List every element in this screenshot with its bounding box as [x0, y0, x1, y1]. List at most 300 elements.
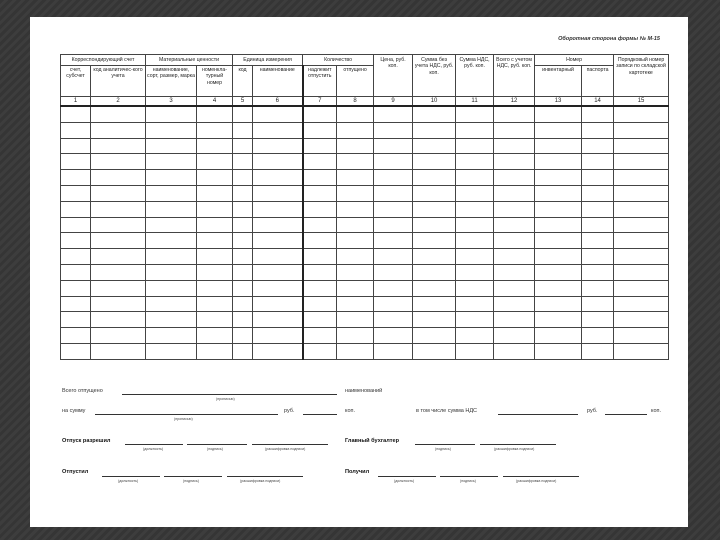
table-cell[interactable]	[91, 296, 146, 312]
table-cell[interactable]	[494, 249, 535, 265]
table-cell[interactable]	[303, 185, 337, 201]
table-cell[interactable]	[494, 312, 535, 328]
table-cell[interactable]	[494, 138, 535, 154]
table-cell[interactable]	[582, 154, 614, 170]
column-numbers-row	[61, 97, 669, 107]
table-cell[interactable]	[337, 328, 374, 344]
table-cell[interactable]	[535, 343, 582, 359]
subheader-analytics-code: код аналитичес-кого учета	[91, 66, 146, 97]
table-cell[interactable]	[61, 343, 91, 359]
table-cell[interactable]	[456, 328, 494, 344]
table-cell[interactable]	[614, 106, 669, 122]
table-cell[interactable]	[535, 154, 582, 170]
table-cell[interactable]	[303, 201, 337, 217]
table-cell[interactable]	[253, 249, 303, 265]
table-row	[61, 185, 669, 201]
table-cell[interactable]	[253, 106, 303, 122]
table-cell[interactable]	[494, 264, 535, 280]
vat-rub-label: руб.	[587, 408, 598, 414]
table-cell[interactable]	[146, 106, 197, 122]
table-cell[interactable]	[582, 106, 614, 122]
table-cell[interactable]	[374, 296, 413, 312]
table-cell[interactable]	[413, 296, 456, 312]
table-cell[interactable]	[582, 312, 614, 328]
table-cell[interactable]	[614, 122, 669, 138]
subheader-to-release: надлежит отпустить	[303, 66, 337, 97]
sum-words-line[interactable]	[95, 414, 278, 415]
table-cell[interactable]	[233, 154, 253, 170]
table-cell[interactable]	[413, 264, 456, 280]
table-cell[interactable]	[303, 122, 337, 138]
table-cell[interactable]	[582, 343, 614, 359]
table-cell[interactable]	[535, 233, 582, 249]
table-cell[interactable]	[374, 217, 413, 233]
column-number: 11	[456, 97, 494, 107]
table-cell[interactable]	[91, 170, 146, 186]
total-released-label: Всего отпущено	[62, 388, 103, 394]
table-cell[interactable]	[337, 249, 374, 265]
table-cell[interactable]	[233, 106, 253, 122]
column-number: 6	[253, 97, 303, 107]
table-row	[61, 154, 669, 170]
table-cell[interactable]	[233, 138, 253, 154]
table-cell[interactable]	[303, 280, 337, 296]
table-cell[interactable]	[413, 249, 456, 265]
table-cell[interactable]	[494, 185, 535, 201]
table-cell[interactable]	[456, 312, 494, 328]
table-cell[interactable]	[146, 170, 197, 186]
table-cell[interactable]	[582, 233, 614, 249]
column-number: 10	[413, 97, 456, 107]
table-cell[interactable]	[535, 201, 582, 217]
table-cell[interactable]	[614, 154, 669, 170]
table-cell[interactable]	[197, 170, 233, 186]
table-cell[interactable]	[582, 280, 614, 296]
table-cell[interactable]	[582, 185, 614, 201]
received-signature-line[interactable]	[440, 476, 498, 477]
sum-label: на сумму	[62, 408, 86, 414]
table-cell[interactable]	[494, 343, 535, 359]
table-cell[interactable]	[146, 280, 197, 296]
table-cell[interactable]	[253, 122, 303, 138]
table-cell[interactable]	[413, 233, 456, 249]
table-cell[interactable]	[253, 296, 303, 312]
table-cell[interactable]	[61, 280, 91, 296]
table-cell[interactable]	[303, 328, 337, 344]
table-cell[interactable]	[253, 328, 303, 344]
table-cell[interactable]	[233, 312, 253, 328]
table-cell[interactable]	[303, 217, 337, 233]
table-cell[interactable]	[413, 343, 456, 359]
table-cell[interactable]	[303, 233, 337, 249]
table-cell[interactable]	[91, 201, 146, 217]
table-cell[interactable]	[456, 217, 494, 233]
table-cell[interactable]	[535, 106, 582, 122]
table-cell[interactable]	[413, 201, 456, 217]
vat-label: в том числе сумма НДС	[416, 408, 478, 414]
table-cell[interactable]	[413, 170, 456, 186]
table-cell[interactable]	[91, 154, 146, 170]
table-cell[interactable]	[614, 138, 669, 154]
header-total-with-vat: Всего с учетом НДС, руб. коп.	[494, 55, 535, 97]
table-cell[interactable]	[456, 138, 494, 154]
received-label: Получил	[345, 469, 370, 475]
table-cell[interactable]	[413, 122, 456, 138]
chief-decoding-caption: (расшифровка подписи)	[494, 447, 535, 451]
table-cell[interactable]	[614, 296, 669, 312]
table-cell[interactable]	[582, 296, 614, 312]
table-cell[interactable]	[91, 233, 146, 249]
table-cell[interactable]	[494, 106, 535, 122]
table-cell[interactable]	[303, 343, 337, 359]
table-cell[interactable]	[535, 122, 582, 138]
received-decoding-line[interactable]	[503, 476, 579, 477]
table-cell[interactable]	[582, 122, 614, 138]
total-released-line[interactable]	[122, 394, 337, 395]
table-cell[interactable]	[413, 328, 456, 344]
table-cell[interactable]	[61, 138, 91, 154]
chief-accountant-signature-line[interactable]	[415, 444, 475, 445]
table-cell[interactable]	[456, 249, 494, 265]
table-cell[interactable]	[494, 296, 535, 312]
table-cell[interactable]	[456, 154, 494, 170]
table-cell[interactable]	[61, 312, 91, 328]
table-row	[61, 138, 669, 154]
table-cell[interactable]	[456, 106, 494, 122]
table-cell[interactable]	[374, 249, 413, 265]
table-cell[interactable]	[61, 201, 91, 217]
table-cell[interactable]	[61, 122, 91, 138]
table-cell[interactable]	[374, 154, 413, 170]
table-cell[interactable]	[61, 233, 91, 249]
table-cell[interactable]	[253, 154, 303, 170]
table-cell[interactable]	[197, 201, 233, 217]
table-cell[interactable]	[337, 280, 374, 296]
table-cell[interactable]	[413, 280, 456, 296]
table-cell[interactable]	[253, 233, 303, 249]
header-vat-sum: Сумма НДС, руб. коп.	[456, 55, 494, 97]
table-cell[interactable]	[614, 201, 669, 217]
table-cell[interactable]	[303, 249, 337, 265]
column-number: 15	[614, 97, 669, 107]
table-cell[interactable]	[456, 170, 494, 186]
table-cell[interactable]	[374, 170, 413, 186]
table-cell[interactable]	[413, 154, 456, 170]
table-cell[interactable]	[197, 343, 233, 359]
release-permitted-decoding-line[interactable]	[252, 444, 328, 445]
table-cell[interactable]	[614, 328, 669, 344]
table-cell[interactable]	[91, 264, 146, 280]
table-cell[interactable]	[582, 217, 614, 233]
table-row	[61, 106, 669, 122]
table-cell[interactable]	[456, 264, 494, 280]
form-title: Оборотная сторона формы № М-15	[558, 36, 660, 42]
table-cell[interactable]	[253, 201, 303, 217]
table-cell[interactable]	[233, 170, 253, 186]
table-cell[interactable]	[91, 312, 146, 328]
released-decoding-caption: (расшифровка подписи)	[240, 479, 281, 483]
table-cell[interactable]	[197, 280, 233, 296]
table-cell[interactable]	[374, 185, 413, 201]
document-page	[30, 17, 688, 527]
release-permitted-signature-line[interactable]	[187, 444, 247, 445]
table-cell[interactable]	[303, 154, 337, 170]
table-cell[interactable]	[233, 201, 253, 217]
table-cell[interactable]	[146, 154, 197, 170]
table-cell[interactable]	[494, 170, 535, 186]
table-cell[interactable]	[413, 185, 456, 201]
table-cell[interactable]	[253, 185, 303, 201]
table-row	[61, 122, 669, 138]
table-cell[interactable]	[456, 280, 494, 296]
table-cell[interactable]	[337, 170, 374, 186]
table-cell[interactable]	[197, 122, 233, 138]
table-cell[interactable]	[253, 170, 303, 186]
table-cell[interactable]	[614, 217, 669, 233]
table-cell[interactable]	[535, 328, 582, 344]
table-cell[interactable]	[337, 122, 374, 138]
released-position-line[interactable]	[102, 476, 160, 477]
table-cell[interactable]	[413, 312, 456, 328]
table-cell[interactable]	[91, 249, 146, 265]
table-cell[interactable]	[337, 201, 374, 217]
header-sum-no-vat: Сумма без учета НДС, руб. коп.	[413, 55, 456, 97]
table-cell[interactable]	[146, 217, 197, 233]
table-cell[interactable]	[146, 343, 197, 359]
table-cell[interactable]	[614, 185, 669, 201]
table-cell[interactable]	[253, 217, 303, 233]
vat-amount-line[interactable]	[498, 414, 578, 415]
table-cell[interactable]	[582, 328, 614, 344]
table-cell[interactable]	[614, 343, 669, 359]
table-cell[interactable]	[91, 343, 146, 359]
released-signature-caption: (подпись)	[183, 479, 199, 483]
table-cell[interactable]	[233, 249, 253, 265]
table-cell[interactable]	[374, 106, 413, 122]
table-cell[interactable]	[374, 280, 413, 296]
table-cell[interactable]	[582, 249, 614, 265]
table-row	[61, 170, 669, 186]
table-cell[interactable]	[197, 138, 233, 154]
column-number: 8	[337, 97, 374, 107]
table-cell[interactable]	[582, 138, 614, 154]
table-cell[interactable]	[374, 312, 413, 328]
chief-signature-caption: (подпись)	[435, 447, 451, 451]
table-cell[interactable]	[233, 328, 253, 344]
table-cell[interactable]	[303, 138, 337, 154]
table-cell[interactable]	[374, 343, 413, 359]
table-cell[interactable]	[146, 328, 197, 344]
table-cell[interactable]	[535, 296, 582, 312]
table-cell[interactable]	[456, 122, 494, 138]
table-cell[interactable]	[456, 343, 494, 359]
table-cell[interactable]	[337, 312, 374, 328]
table-cell[interactable]	[494, 280, 535, 296]
table-cell[interactable]	[61, 185, 91, 201]
table-cell[interactable]	[61, 170, 91, 186]
table-cell[interactable]	[456, 185, 494, 201]
table-cell[interactable]	[146, 249, 197, 265]
table-cell[interactable]	[303, 170, 337, 186]
column-number: 1	[61, 97, 91, 107]
table-cell[interactable]	[146, 264, 197, 280]
vat-kop-line[interactable]	[605, 414, 647, 415]
table-cell[interactable]	[146, 233, 197, 249]
table-cell[interactable]	[146, 122, 197, 138]
table-cell[interactable]	[233, 185, 253, 201]
table-cell[interactable]	[91, 138, 146, 154]
table-cell[interactable]	[233, 280, 253, 296]
table-cell[interactable]	[494, 233, 535, 249]
table-cell[interactable]	[146, 138, 197, 154]
table-cell[interactable]	[197, 217, 233, 233]
table-cell[interactable]	[374, 328, 413, 344]
table-row	[61, 201, 669, 217]
table-cell[interactable]	[535, 312, 582, 328]
table-cell[interactable]	[253, 343, 303, 359]
table-cell[interactable]	[535, 185, 582, 201]
table-cell[interactable]	[91, 217, 146, 233]
received-signature-caption: (подпись)	[460, 479, 476, 483]
table-cell[interactable]	[197, 296, 233, 312]
table-cell[interactable]	[253, 312, 303, 328]
table-cell[interactable]	[233, 264, 253, 280]
table-cell[interactable]	[197, 328, 233, 344]
table-cell[interactable]	[61, 328, 91, 344]
table-cell[interactable]	[535, 217, 582, 233]
table-cell[interactable]	[91, 328, 146, 344]
table-cell[interactable]	[535, 264, 582, 280]
table-cell[interactable]	[614, 170, 669, 186]
subheader-unit-code: код	[233, 66, 253, 97]
table-cell[interactable]	[337, 233, 374, 249]
table-cell[interactable]	[374, 122, 413, 138]
table-row	[61, 296, 669, 312]
table-cell[interactable]	[494, 217, 535, 233]
table-cell[interactable]	[197, 106, 233, 122]
table-cell[interactable]	[456, 233, 494, 249]
header-materials: Материальные ценности	[146, 55, 233, 66]
table-cell[interactable]	[614, 264, 669, 280]
table-cell[interactable]	[233, 233, 253, 249]
materials-table	[60, 54, 669, 360]
column-number: 13	[535, 97, 582, 107]
table-cell[interactable]	[535, 280, 582, 296]
table-cell[interactable]	[303, 296, 337, 312]
released-signature-line[interactable]	[164, 476, 222, 477]
table-cell[interactable]	[494, 122, 535, 138]
table-cell[interactable]	[535, 138, 582, 154]
table-cell[interactable]	[337, 217, 374, 233]
table-cell[interactable]	[146, 201, 197, 217]
table-cell[interactable]	[233, 343, 253, 359]
table-cell[interactable]	[582, 201, 614, 217]
table-cell[interactable]	[146, 185, 197, 201]
table-cell[interactable]	[197, 264, 233, 280]
table-cell[interactable]	[337, 296, 374, 312]
table-cell[interactable]	[337, 106, 374, 122]
table-cell[interactable]	[614, 312, 669, 328]
in-words-caption: (прописью)	[216, 397, 235, 401]
table-cell[interactable]	[91, 280, 146, 296]
table-cell[interactable]	[535, 249, 582, 265]
table-cell[interactable]	[303, 106, 337, 122]
table-cell[interactable]	[456, 296, 494, 312]
table-cell[interactable]	[614, 280, 669, 296]
table-cell[interactable]	[197, 185, 233, 201]
table-cell[interactable]	[91, 106, 146, 122]
received-position-line[interactable]	[378, 476, 436, 477]
table-row	[61, 328, 669, 344]
table-cell[interactable]	[61, 217, 91, 233]
release-permitted-position-line[interactable]	[125, 444, 183, 445]
table-cell[interactable]	[253, 138, 303, 154]
table-cell[interactable]	[91, 122, 146, 138]
table-cell[interactable]	[413, 217, 456, 233]
vat-kop-label: коп.	[651, 408, 662, 414]
table-cell[interactable]	[233, 122, 253, 138]
table-cell[interactable]	[233, 296, 253, 312]
table-cell[interactable]	[61, 106, 91, 122]
table-cell[interactable]	[494, 201, 535, 217]
table-cell[interactable]	[582, 264, 614, 280]
table-cell[interactable]	[61, 264, 91, 280]
table-cell[interactable]	[91, 185, 146, 201]
table-cell[interactable]	[413, 138, 456, 154]
table-cell[interactable]	[337, 154, 374, 170]
table-cell[interactable]	[197, 312, 233, 328]
table-cell[interactable]	[233, 217, 253, 233]
table-cell[interactable]	[456, 201, 494, 217]
table-cell[interactable]	[61, 249, 91, 265]
table-cell[interactable]	[494, 328, 535, 344]
table-cell[interactable]	[337, 185, 374, 201]
table-cell[interactable]	[197, 233, 233, 249]
table-cell[interactable]	[374, 138, 413, 154]
table-cell[interactable]	[494, 154, 535, 170]
table-cell[interactable]	[614, 249, 669, 265]
table-cell[interactable]	[337, 138, 374, 154]
table-cell[interactable]	[303, 312, 337, 328]
table-cell[interactable]	[61, 296, 91, 312]
table-cell[interactable]	[582, 170, 614, 186]
kop-line[interactable]	[303, 414, 337, 415]
subheader-account: счет, субсчет	[61, 66, 91, 97]
table-cell[interactable]	[146, 296, 197, 312]
table-cell[interactable]	[413, 106, 456, 122]
table-cell[interactable]	[303, 264, 337, 280]
table-cell[interactable]	[253, 264, 303, 280]
table-row	[61, 343, 669, 359]
table-row	[61, 233, 669, 249]
table-cell[interactable]	[374, 233, 413, 249]
table-cell[interactable]	[337, 264, 374, 280]
table-cell[interactable]	[535, 170, 582, 186]
header-quantity: Количество	[303, 55, 374, 66]
released-decoding-line[interactable]	[227, 476, 303, 477]
table-cell[interactable]	[374, 201, 413, 217]
table-cell[interactable]	[253, 280, 303, 296]
chief-accountant-decoding-line[interactable]	[480, 444, 556, 445]
table-cell[interactable]	[197, 249, 233, 265]
table-cell[interactable]	[197, 154, 233, 170]
subheader-name-grade: наименование, сорт, размер, марка	[146, 66, 197, 97]
table-cell[interactable]	[337, 343, 374, 359]
table-cell[interactable]	[614, 233, 669, 249]
table-cell[interactable]	[374, 264, 413, 280]
table-cell[interactable]	[146, 312, 197, 328]
table-cell[interactable]	[61, 154, 91, 170]
